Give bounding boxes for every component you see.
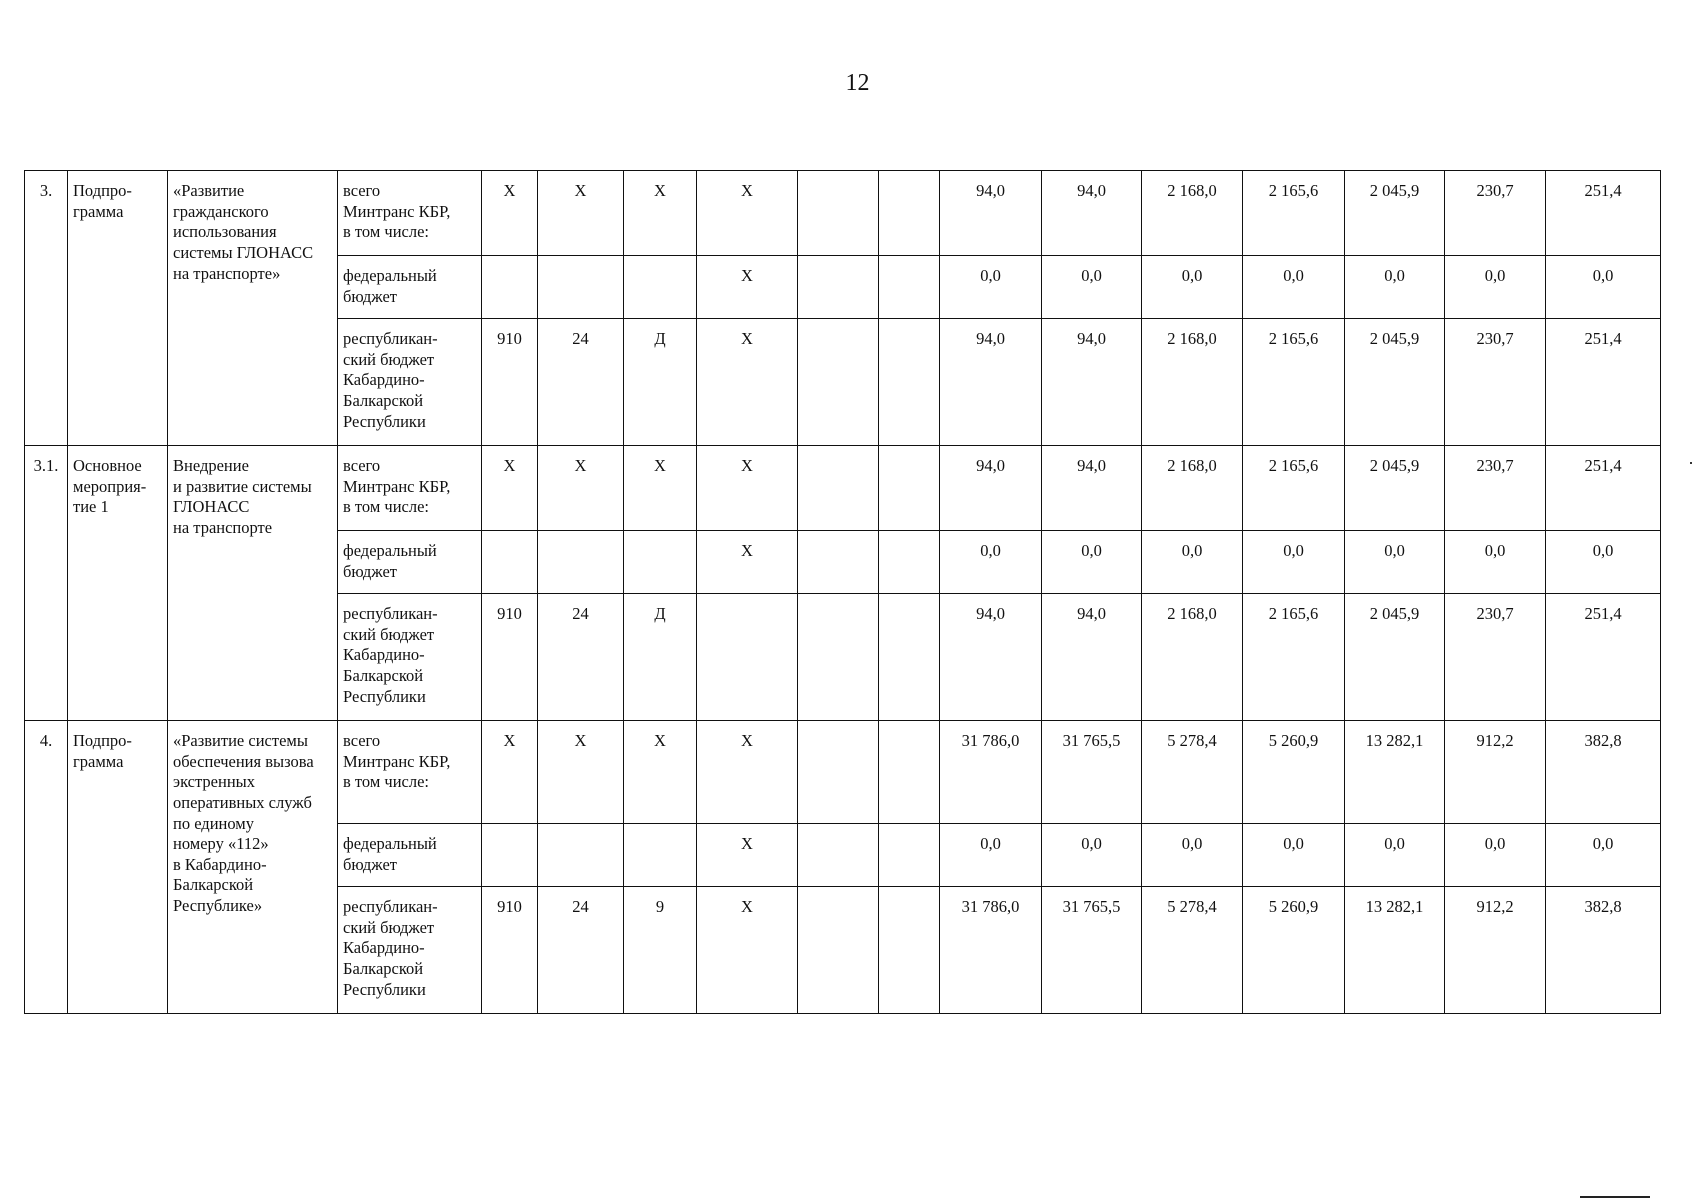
scan-mark xyxy=(1580,1196,1650,1198)
budget-code-cell xyxy=(798,171,879,256)
budget-code-cell: X xyxy=(624,721,697,824)
budget-code-cell xyxy=(538,256,624,319)
row-number: 3. xyxy=(25,171,68,446)
amount-cell: 230,7 xyxy=(1445,594,1546,721)
budget-code-cell: 24 xyxy=(538,594,624,721)
amount-cell: 0,0 xyxy=(1142,531,1243,594)
budget-code-cell: X xyxy=(697,171,798,256)
row-number: 4. xyxy=(25,721,68,1014)
budget-code-cell: X xyxy=(697,531,798,594)
budget-code-cell xyxy=(624,531,697,594)
budget-code-cell xyxy=(879,256,940,319)
program-name: Внедрение и развитие системы ГЛОНАСС на транспорте xyxy=(168,446,338,721)
budget-code-cell xyxy=(879,446,940,531)
amount-cell: 2 165,6 xyxy=(1243,594,1345,721)
amount-cell: 0,0 xyxy=(940,824,1042,887)
amount-cell: 230,7 xyxy=(1445,446,1546,531)
amount-cell: 2 045,9 xyxy=(1345,171,1445,256)
budget-code-cell xyxy=(798,594,879,721)
amount-cell: 251,4 xyxy=(1546,446,1661,531)
budget-code-cell xyxy=(538,531,624,594)
amount-cell: 0,0 xyxy=(1142,256,1243,319)
amount-cell: 2 045,9 xyxy=(1345,446,1445,531)
amount-cell: 5 260,9 xyxy=(1243,887,1345,1014)
amount-cell: 0,0 xyxy=(1546,256,1661,319)
budget-code-cell: 910 xyxy=(482,319,538,446)
amount-cell: 251,4 xyxy=(1546,171,1661,256)
funding-source: федеральный бюджет xyxy=(338,824,482,887)
budget-code-cell: X xyxy=(482,446,538,531)
budget-code-cell xyxy=(624,256,697,319)
table-row xyxy=(25,171,1661,256)
page-number: 12 xyxy=(845,70,870,96)
budget-code-cell xyxy=(798,319,879,446)
amount-cell: 94,0 xyxy=(940,171,1042,256)
budget-code-cell xyxy=(798,721,879,824)
budget-code-cell: X xyxy=(538,171,624,256)
budget-table xyxy=(24,170,1661,1014)
amount-cell: 5 278,4 xyxy=(1142,721,1243,824)
budget-code-cell: X xyxy=(697,721,798,824)
amount-cell: 0,0 xyxy=(1243,256,1345,319)
amount-cell: 94,0 xyxy=(1042,594,1142,721)
amount-cell: 382,8 xyxy=(1546,887,1661,1014)
program-name: «Развитие гражданского использования системы ГЛОНАСС на транспорте» xyxy=(168,171,338,446)
program-name: «Развитие системы обеспечения вызова экстренных оперативных служб по единому номеру «112» в Кабардино- Балкарской Республике» xyxy=(168,721,338,1014)
budget-code-cell xyxy=(482,531,538,594)
amount-cell: 13 282,1 xyxy=(1345,887,1445,1014)
budget-code-cell xyxy=(879,319,940,446)
amount-cell: 0,0 xyxy=(1042,256,1142,319)
amount-cell: 94,0 xyxy=(940,446,1042,531)
amount-cell: 2 045,9 xyxy=(1345,319,1445,446)
budget-code-cell: 24 xyxy=(538,319,624,446)
budget-code-cell: 24 xyxy=(538,887,624,1014)
amount-cell: 2 168,0 xyxy=(1142,171,1243,256)
funding-source: всего Минтранс КБР, в том числе: xyxy=(338,721,482,824)
amount-cell: 0,0 xyxy=(1243,824,1345,887)
amount-cell: 0,0 xyxy=(1142,824,1243,887)
amount-cell: 230,7 xyxy=(1445,319,1546,446)
amount-cell: 2 168,0 xyxy=(1142,594,1243,721)
amount-cell: 2 165,6 xyxy=(1243,171,1345,256)
budget-code-cell: 9 xyxy=(624,887,697,1014)
budget-code-cell xyxy=(482,824,538,887)
budget-code-cell xyxy=(624,824,697,887)
amount-cell: 94,0 xyxy=(1042,171,1142,256)
amount-cell: 13 282,1 xyxy=(1345,721,1445,824)
budget-code-cell: X xyxy=(482,721,538,824)
budget-code-cell: X xyxy=(482,171,538,256)
budget-code-cell xyxy=(879,594,940,721)
budget-code-cell xyxy=(798,446,879,531)
funding-source: федеральный бюджет xyxy=(338,531,482,594)
amount-cell: 0,0 xyxy=(1042,531,1142,594)
amount-cell: 2 045,9 xyxy=(1345,594,1445,721)
amount-cell: 2 168,0 xyxy=(1142,319,1243,446)
amount-cell: 230,7 xyxy=(1445,171,1546,256)
program-type: Подпро- грамма xyxy=(68,171,168,446)
amount-cell: 2 165,6 xyxy=(1243,446,1345,531)
funding-source: республикан- ский бюджет Кабардино- Балкарской Республики xyxy=(338,319,482,446)
amount-cell: 251,4 xyxy=(1546,594,1661,721)
funding-source: федеральный бюджет xyxy=(338,256,482,319)
amount-cell: 0,0 xyxy=(940,256,1042,319)
amount-cell: 94,0 xyxy=(940,594,1042,721)
amount-cell: 0,0 xyxy=(1445,256,1546,319)
budget-code-cell: X xyxy=(697,824,798,887)
amount-cell: 0,0 xyxy=(1445,824,1546,887)
budget-code-cell: 910 xyxy=(482,887,538,1014)
amount-cell: 31 786,0 xyxy=(940,721,1042,824)
program-type: Основное мероприя- тие 1 xyxy=(68,446,168,721)
budget-code-cell xyxy=(879,171,940,256)
amount-cell: 0,0 xyxy=(1243,531,1345,594)
budget-code-cell: Д xyxy=(624,594,697,721)
amount-cell: 382,8 xyxy=(1546,721,1661,824)
amount-cell: 94,0 xyxy=(1042,319,1142,446)
budget-code-cell xyxy=(879,531,940,594)
amount-cell: 0,0 xyxy=(1042,824,1142,887)
amount-cell: 31 786,0 xyxy=(940,887,1042,1014)
table-row xyxy=(25,446,1661,531)
funding-source: республикан- ский бюджет Кабардино- Балкарской Республики xyxy=(338,887,482,1014)
amount-cell: 5 260,9 xyxy=(1243,721,1345,824)
funding-source: всего Минтранс КБР, в том числе: xyxy=(338,171,482,256)
row-number: 3.1. xyxy=(25,446,68,721)
amount-cell: 0,0 xyxy=(1445,531,1546,594)
budget-code-cell xyxy=(482,256,538,319)
amount-cell: 94,0 xyxy=(1042,446,1142,531)
amount-cell: 0,0 xyxy=(1546,824,1661,887)
amount-cell: 31 765,5 xyxy=(1042,887,1142,1014)
program-type: Подпро- грамма xyxy=(68,721,168,1014)
amount-cell: 0,0 xyxy=(940,531,1042,594)
budget-code-cell xyxy=(538,824,624,887)
budget-code-cell xyxy=(879,721,940,824)
amount-cell: 0,0 xyxy=(1345,824,1445,887)
budget-code-cell: X xyxy=(697,319,798,446)
budget-code-cell: X xyxy=(624,171,697,256)
budget-code-cell: Д xyxy=(624,319,697,446)
budget-code-cell: 910 xyxy=(482,594,538,721)
amount-cell: 94,0 xyxy=(940,319,1042,446)
amount-cell: 31 765,5 xyxy=(1042,721,1142,824)
budget-code-cell xyxy=(697,594,798,721)
amount-cell: 2 168,0 xyxy=(1142,446,1243,531)
budget-code-cell: X xyxy=(697,256,798,319)
budget-code-cell: X xyxy=(538,721,624,824)
amount-cell: 251,4 xyxy=(1546,319,1661,446)
budget-code-cell xyxy=(798,824,879,887)
budget-code-cell xyxy=(879,887,940,1014)
budget-code-cell: X xyxy=(538,446,624,531)
budget-code-cell: X xyxy=(697,446,798,531)
amount-cell: 2 165,6 xyxy=(1243,319,1345,446)
budget-code-cell: X xyxy=(624,446,697,531)
budget-code-cell xyxy=(798,256,879,319)
amount-cell: 912,2 xyxy=(1445,887,1546,1014)
amount-cell: 0,0 xyxy=(1546,531,1661,594)
amount-cell: 0,0 xyxy=(1345,531,1445,594)
scan-dot xyxy=(1690,462,1692,464)
table-row xyxy=(25,721,1661,824)
funding-source: республикан- ский бюджет Кабардино- Балкарской Республики xyxy=(338,594,482,721)
amount-cell: 0,0 xyxy=(1345,256,1445,319)
budget-code-cell: X xyxy=(697,887,798,1014)
amount-cell: 912,2 xyxy=(1445,721,1546,824)
amount-cell: 5 278,4 xyxy=(1142,887,1243,1014)
budget-code-cell xyxy=(879,824,940,887)
budget-code-cell xyxy=(798,531,879,594)
budget-code-cell xyxy=(798,887,879,1014)
funding-source: всего Минтранс КБР, в том числе: xyxy=(338,446,482,531)
